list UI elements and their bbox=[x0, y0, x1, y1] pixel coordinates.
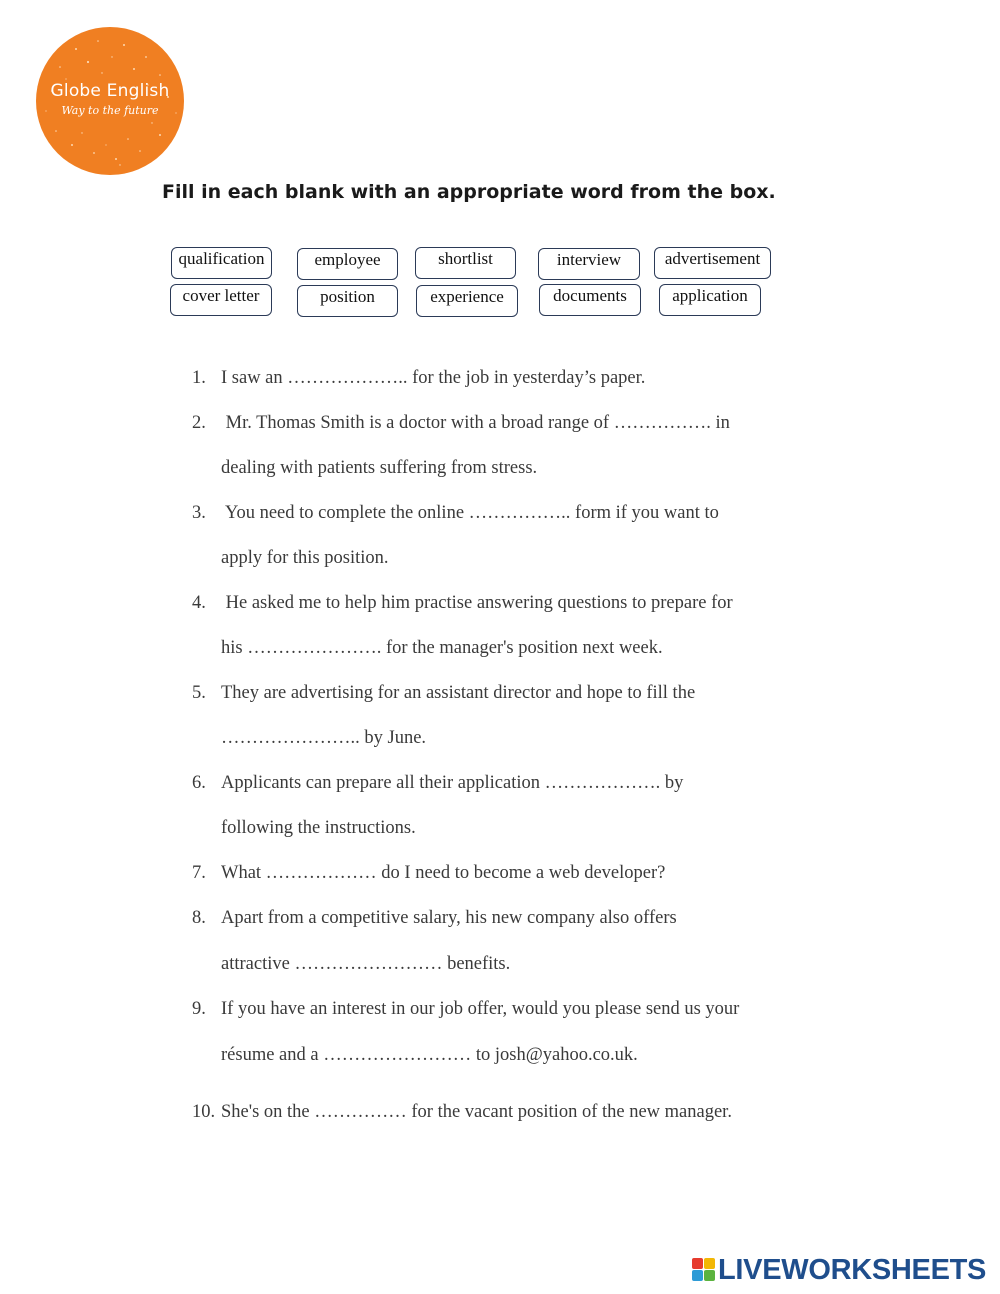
word-chip[interactable]: employee bbox=[297, 248, 398, 280]
word-chip[interactable]: advertisement bbox=[654, 247, 771, 279]
instruction-heading: Fill in each blank with an appropriate word from the box. bbox=[162, 181, 776, 203]
logo-tagline: Way to the future bbox=[61, 104, 159, 117]
question-6: 6. Applicants can prepare all their application ………………. by bbox=[192, 773, 684, 793]
globe-english-logo bbox=[36, 27, 184, 175]
question-8: 8. Apart from a competitive salary, his new company also offers bbox=[192, 908, 677, 928]
question-4-continuation: his …………………. for the manager's position next week. bbox=[221, 638, 663, 658]
question-9-continuation: résume and a …………………… to josh@yahoo.co.uk. bbox=[221, 1045, 638, 1065]
logo-title: Globe English bbox=[50, 81, 170, 101]
word-chip[interactable]: shortlist bbox=[415, 247, 516, 279]
question-8-continuation: attractive …………………… benefits. bbox=[221, 954, 511, 974]
question-6-continuation: following the instructions. bbox=[221, 818, 416, 838]
question-7: 7. What ……………… do I need to become a web developer? bbox=[192, 863, 666, 883]
speckle-pattern bbox=[36, 27, 184, 175]
word-chip[interactable]: qualification bbox=[171, 247, 272, 279]
question-5-continuation: ………………….. by June. bbox=[221, 728, 427, 748]
word-chip[interactable]: documents bbox=[539, 284, 641, 316]
word-chip[interactable]: cover letter bbox=[170, 284, 272, 316]
question-9: 9. If you have an interest in our job offer, would you please send us your bbox=[192, 999, 740, 1019]
question-2: 2. Mr. Thomas Smith is a doctor with a broad range of ……………. in bbox=[192, 413, 730, 433]
word-chip[interactable]: application bbox=[659, 284, 761, 316]
question-2-continuation: dealing with patients suffering from stress. bbox=[221, 458, 538, 478]
question-5: 5. They are advertising for an assistant director and hope to fill the bbox=[192, 683, 696, 703]
word-chip[interactable]: experience bbox=[416, 285, 518, 317]
word-chip[interactable]: interview bbox=[538, 248, 640, 280]
liveworksheets-brand bbox=[692, 1255, 986, 1285]
question-3-continuation: apply for this position. bbox=[221, 548, 389, 568]
question-1: 1. I saw an ……………….. for the job in yesterday’s paper. bbox=[192, 368, 646, 388]
word-chip[interactable]: position bbox=[297, 285, 398, 317]
liveworksheets-logo-icon bbox=[692, 1258, 716, 1282]
question-3: 3. You need to complete the online …………….. form if you want to bbox=[192, 503, 719, 523]
email-address: josh@yahoo.co.uk. bbox=[494, 1045, 638, 1065]
question-4: 4. He asked me to help him practise answering questions to prepare for bbox=[192, 593, 733, 613]
brand-name: LIVEWORKSHEETS bbox=[718, 1253, 987, 1286]
question-10: 10. She's on the …………… for the vacant position of the new manager. bbox=[192, 1102, 732, 1122]
